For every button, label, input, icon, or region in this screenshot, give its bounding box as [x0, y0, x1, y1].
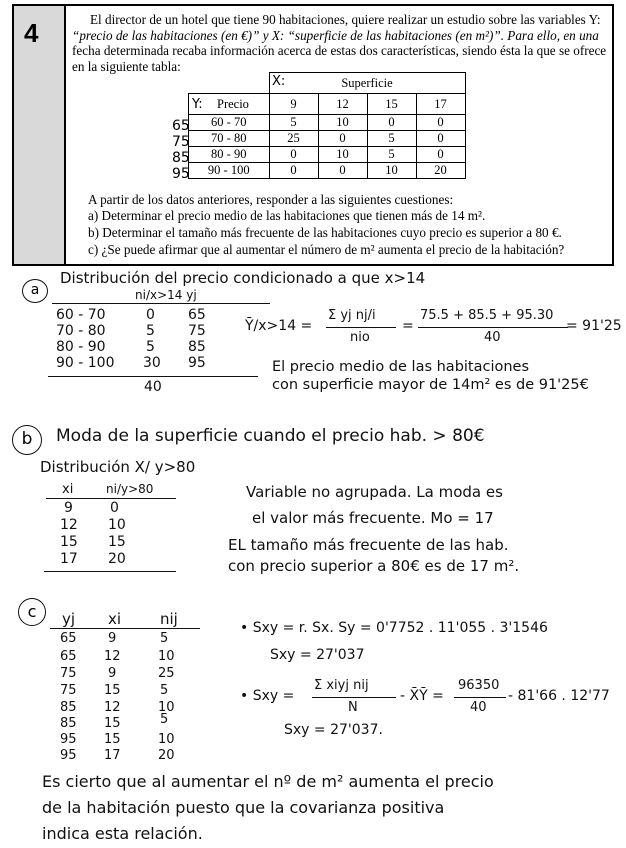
- statement-line: en la siguiente tabla:: [72, 58, 181, 74]
- answer-c-n: 5: [160, 683, 169, 698]
- answer-c-label: c: [18, 598, 46, 626]
- answer-b-title: Moda de la superficie cuando el precio hab. > 80€: [56, 426, 485, 446]
- answer-c-conclusion: indica esta relación.: [42, 824, 203, 843]
- statement-line: El director de un hotel que tiene 90 habitaciones, quiere realizar un estudio sobre las variables Y:: [90, 12, 601, 27]
- precio-header: Precio: [189, 94, 270, 115]
- answer-c-y: 65: [60, 631, 77, 646]
- answer-a-n: 5: [146, 339, 155, 355]
- answer-a-range: 60 - 70: [56, 307, 106, 323]
- answer-a-conclusion: El precio medio de las habitaciones: [272, 359, 530, 375]
- row-range: 60 - 70: [189, 115, 270, 131]
- answer-c-conclusion: de la habitación puesto que la covarianza positiva: [42, 798, 445, 817]
- table-cell: 10: [367, 163, 416, 179]
- answer-c-line-3-lhs: • Sxy =: [240, 688, 295, 704]
- table-cell: 10: [318, 147, 367, 163]
- answer-c-line: Sxy = 27'037.: [284, 722, 383, 738]
- answer-a-calc-num: 75.5 + 85.5 + 95.30: [420, 308, 554, 323]
- answer-c-line-3-mid: - X̄Ȳ =: [400, 688, 444, 704]
- table-header-row: [189, 73, 466, 94]
- answer-b-n: 20: [108, 551, 126, 567]
- column-header: 12: [318, 94, 367, 115]
- table-row: [189, 163, 466, 179]
- table-cell: 5: [367, 147, 416, 163]
- answer-c-line-3-num2: 96350: [458, 678, 500, 693]
- answer-a-conclusion: con superficie mayor de 14m² es de 91'25€: [272, 377, 589, 393]
- answer-a-head-rule: [52, 303, 270, 304]
- answer-b-bottom-rule: [44, 571, 176, 572]
- questions-intro: A partir de los datos anteriores, responder a las siguientes cuestiones:: [88, 192, 454, 207]
- table-cell: 0: [416, 147, 465, 163]
- answer-b-n: 0: [110, 500, 119, 516]
- answer-c-x: 17: [104, 748, 121, 763]
- answer-c-x: 9: [108, 631, 117, 646]
- answer-c-x: 12: [104, 649, 121, 664]
- answer-b-n: 10: [108, 517, 126, 533]
- superficie-header: Superficie: [269, 73, 465, 94]
- answer-a-y: 75: [188, 323, 206, 339]
- statement-line: fecha determinada recaba información acerca de estas dos características, siendo ésta la que se ofrece: [72, 43, 607, 58]
- answer-c-line-3-den: N: [348, 700, 358, 715]
- answer-a-n: 5: [146, 323, 155, 339]
- table-cell: 25: [269, 131, 318, 147]
- answer-a-range: 70 - 80: [56, 323, 106, 339]
- question-a: a) Determinar el precio medio de las habitaciones que tienen más de 14 m².: [88, 208, 486, 223]
- answer-c-fraction-bar: [454, 697, 506, 698]
- table-cell: 0: [318, 131, 367, 147]
- answer-b-x: 15: [60, 534, 78, 550]
- answer-c-x: 9: [108, 666, 117, 681]
- answer-c-line-3-rest: - 81'66 . 12'77: [508, 688, 610, 704]
- problem-number: 4: [24, 18, 39, 48]
- answer-b-label: b: [12, 425, 42, 455]
- row-range: 70 - 80: [189, 131, 270, 147]
- answer-b-col-x: xi: [62, 482, 74, 497]
- table-column-row: [189, 94, 466, 115]
- answer-a-y: 85: [188, 339, 206, 355]
- answer-c-col-y: yj: [62, 610, 76, 628]
- answer-b-note: con precio superior a 80€ es de 17 m².: [228, 557, 520, 575]
- answer-a-y: 95: [188, 355, 206, 371]
- table-row: [189, 131, 466, 147]
- answer-c-col-x: xi: [108, 610, 122, 628]
- table-cell: 0: [367, 115, 416, 131]
- answer-c-y: 95: [60, 732, 77, 747]
- answer-c-line: • Sxy = r. Sx. Sy = 0'7752 . 11'055 . 3'1546: [240, 620, 548, 636]
- handwritten-midpoint: 75: [172, 134, 190, 150]
- frequency-table: [188, 72, 466, 179]
- answer-a-n: 30: [143, 355, 161, 371]
- table-cell: 20: [416, 163, 465, 179]
- answer-a-range: 90 - 100: [56, 355, 115, 371]
- handwritten-midpoint: 95: [172, 166, 190, 182]
- answer-c-y: 75: [60, 666, 77, 681]
- answer-b-x: 9: [64, 500, 73, 516]
- answer-c-n: 20: [158, 748, 175, 763]
- answer-c-y: 85: [60, 700, 77, 715]
- answer-c-col-n: nij: [160, 610, 178, 628]
- table-cell: 0: [269, 147, 318, 163]
- problem-statement: [72, 12, 608, 74]
- question-b: b) Determinar el tamaño más frecuente de las habitaciones cuyo precio es superior a 80 €.: [88, 225, 562, 240]
- problem-number-column: [14, 6, 66, 264]
- answer-c-line-3-num: Σ xiyj nij: [314, 678, 369, 693]
- answer-c-x: 15: [104, 716, 121, 731]
- table-cell: 5: [269, 115, 318, 131]
- table-cell: 10: [318, 115, 367, 131]
- column-header: 15: [367, 94, 416, 115]
- handwritten-midpoint: 65: [172, 118, 190, 134]
- answer-a-label: a: [22, 279, 48, 303]
- table-cell: 0: [416, 131, 465, 147]
- answer-c-y: 85: [60, 716, 77, 731]
- answer-c-y: 75: [60, 683, 77, 698]
- answer-a-total-rule: [48, 376, 258, 377]
- table-cell: 0: [269, 163, 318, 179]
- answer-a-calc-den: 40: [484, 330, 501, 345]
- answer-a-fraction-bar: [326, 327, 396, 328]
- statement-line: “precio de las habitaciones (en €)” y X: “superficie de las habitaciones (en m²)”. Para ello, en una: [72, 27, 599, 43]
- answer-c-n: 10: [158, 732, 175, 747]
- answer-c-line: Sxy = 27'037: [270, 647, 365, 663]
- answer-c-y: 95: [60, 748, 77, 763]
- answer-a-formula-den: nio: [350, 330, 370, 345]
- answer-a-total: 40: [144, 379, 162, 395]
- answer-b-subtitle: Distribución X/ y>80: [40, 458, 196, 476]
- answer-c-x: 12: [104, 700, 121, 715]
- answer-c-y: 65: [60, 649, 77, 664]
- table-cell: 5: [367, 131, 416, 147]
- answer-b-note: EL tamaño más frecuente de las hab.: [228, 536, 509, 554]
- answer-c-line-3-den2: 40: [470, 700, 487, 715]
- column-header: 17: [416, 94, 465, 115]
- answer-b-note: Variable no agrupada. La moda es: [246, 483, 503, 501]
- x-mark: X:: [272, 74, 286, 89]
- answer-b-col-n: ni/y>80: [106, 482, 154, 496]
- answer-c-n: 10: [158, 700, 175, 715]
- answer-c-x: 15: [104, 683, 121, 698]
- row-range: 80 - 90: [189, 147, 270, 163]
- answer-a-result: = 91'25: [566, 318, 622, 334]
- answer-a-n: 0: [146, 307, 155, 323]
- answer-a-formula-lhs: Ȳ/x>14 =: [245, 318, 313, 334]
- table-cell: 0: [416, 115, 465, 131]
- answer-c-n: 25: [158, 666, 175, 681]
- answer-a-formula-num: Σ yj nj/i: [328, 308, 376, 323]
- table-row: [189, 147, 466, 163]
- table-cell: 0: [318, 163, 367, 179]
- answer-a-calc-bar: [418, 327, 568, 328]
- answer-c-conclusion: Es cierto que al aumentar el nº de m² aumenta el precio: [42, 772, 494, 791]
- y-mark: Y:: [192, 97, 203, 112]
- answer-c-n: 5: [160, 712, 169, 727]
- answer-a-column-head: ni/x>14 yj: [135, 288, 197, 302]
- answer-b-x: 12: [60, 517, 78, 533]
- answer-c-x: 15: [104, 732, 121, 747]
- answer-b-n: 15: [108, 534, 126, 550]
- answer-c-n: 10: [158, 649, 175, 664]
- answer-a-y: 65: [188, 307, 206, 323]
- handwritten-midpoint: 85: [172, 150, 190, 166]
- answer-b-note: el valor más frecuente. Mo = 17: [252, 509, 494, 527]
- answer-c-n: 5: [160, 631, 169, 646]
- row-range: 90 - 100: [189, 163, 270, 179]
- answer-c-head-rule: [50, 628, 200, 629]
- answer-a-range: 80 - 90: [56, 339, 106, 355]
- answer-c-fraction-bar: [312, 697, 396, 698]
- answer-b-x: 17: [60, 551, 78, 567]
- question-c: c) ¿Se puede afirmar que al aumentar el número de m² aumenta el precio de la habitación?: [88, 242, 565, 257]
- answer-a-title: Distribución del precio condicionado a que x>14: [60, 269, 426, 287]
- table-row: [189, 115, 466, 131]
- answer-a-formula-eq: =: [402, 318, 414, 334]
- column-header: 9: [269, 94, 318, 115]
- answer-b-head-rule: [46, 498, 176, 499]
